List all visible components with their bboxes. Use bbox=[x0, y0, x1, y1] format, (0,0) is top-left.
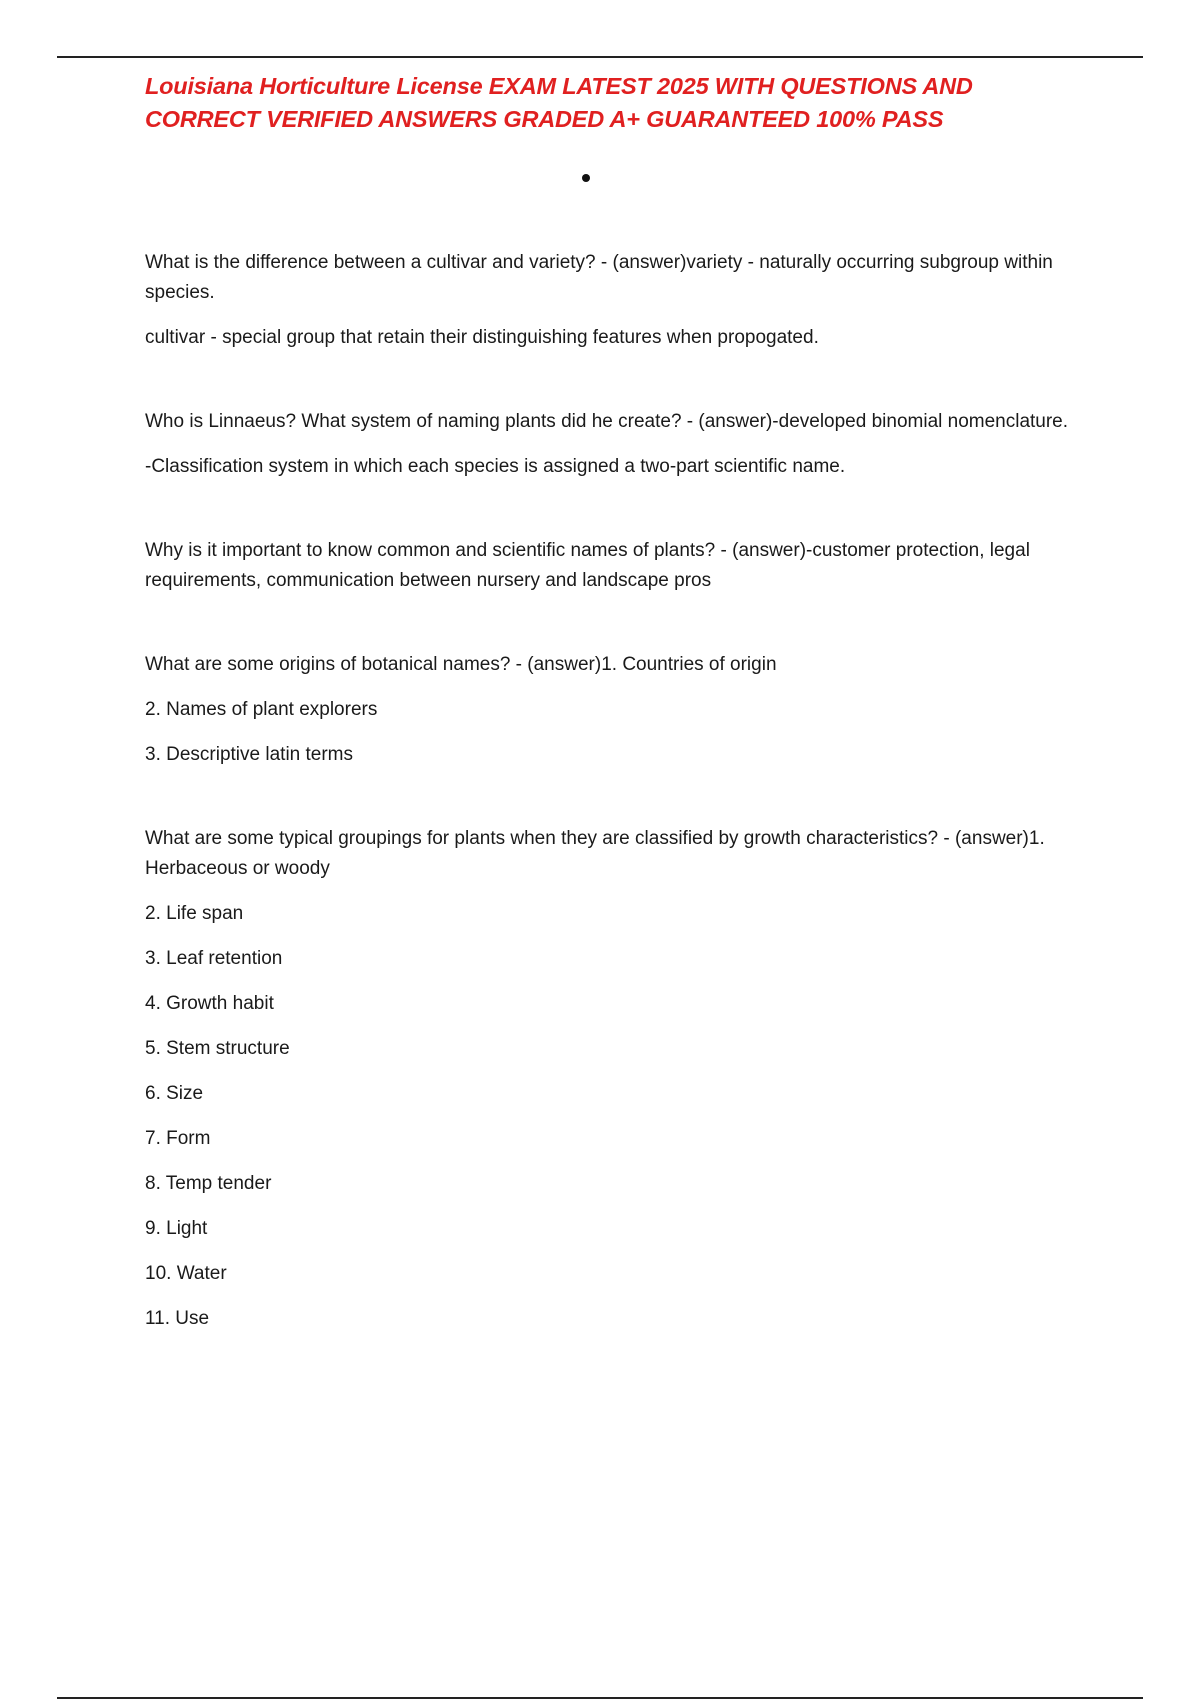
answer-line: 9. Light bbox=[145, 1218, 208, 1239]
answer-line: 4. Growth habit bbox=[145, 993, 274, 1014]
answer-line: 5. Stem structure bbox=[145, 1038, 290, 1059]
bullet-dot bbox=[582, 174, 590, 182]
answer-line: 7. Form bbox=[145, 1128, 211, 1149]
answer-line: -Classification system in which each species is assigned a two-part scientific name. bbox=[145, 456, 846, 477]
question-text: Why is it important to know common and scientific names of plants? - (answer)-customer protection, legal requirements, communication between nursery and landscape pros bbox=[145, 540, 1030, 591]
qa-item bbox=[145, 824, 1085, 1334]
answer-line: 2. Names of plant explorers bbox=[145, 699, 378, 720]
title-line-2: CORRECT VERIFIED ANSWERS GRADED A+ GUARANTEED 100% PASS bbox=[145, 106, 944, 132]
answer-line: 6. Size bbox=[145, 1083, 204, 1104]
qa-item bbox=[145, 248, 1085, 353]
bottom-rule bbox=[57, 1697, 1143, 1699]
qa-item bbox=[145, 650, 1085, 770]
question-text: What are some typical groupings for plants when they are classified by growth characteristics? - (answer)1. Herbaceous or woody bbox=[145, 828, 1045, 879]
answer-line: 11. Use bbox=[145, 1308, 210, 1329]
document-title bbox=[145, 70, 1105, 136]
top-rule bbox=[57, 56, 1143, 58]
question-text: What are some origins of botanical names? - (answer)1. Countries of origin bbox=[145, 654, 777, 675]
qa-item bbox=[145, 536, 1085, 596]
question-text: What is the difference between a cultivar and variety? - (answer)variety - naturally occurring subgroup within species. bbox=[145, 252, 1053, 303]
qa-list bbox=[145, 248, 1085, 1388]
answer-line: 8. Temp tender bbox=[145, 1173, 272, 1194]
answer-line: 2. Life span bbox=[145, 903, 244, 924]
answer-line: cultivar - special group that retain their distinguishing features when propogated. bbox=[145, 327, 819, 348]
answer-line: 3. Descriptive latin terms bbox=[145, 744, 354, 765]
answer-line: 10. Water bbox=[145, 1263, 227, 1284]
title-line-1: Louisiana Horticulture License EXAM LATEST 2025 WITH QUESTIONS AND bbox=[145, 73, 973, 99]
question-text: Who is Linnaeus? What system of naming plants did he create? - (answer)-developed binomial nomenclature. bbox=[145, 411, 1069, 432]
answer-line: 3. Leaf retention bbox=[145, 948, 283, 969]
qa-item bbox=[145, 407, 1085, 482]
